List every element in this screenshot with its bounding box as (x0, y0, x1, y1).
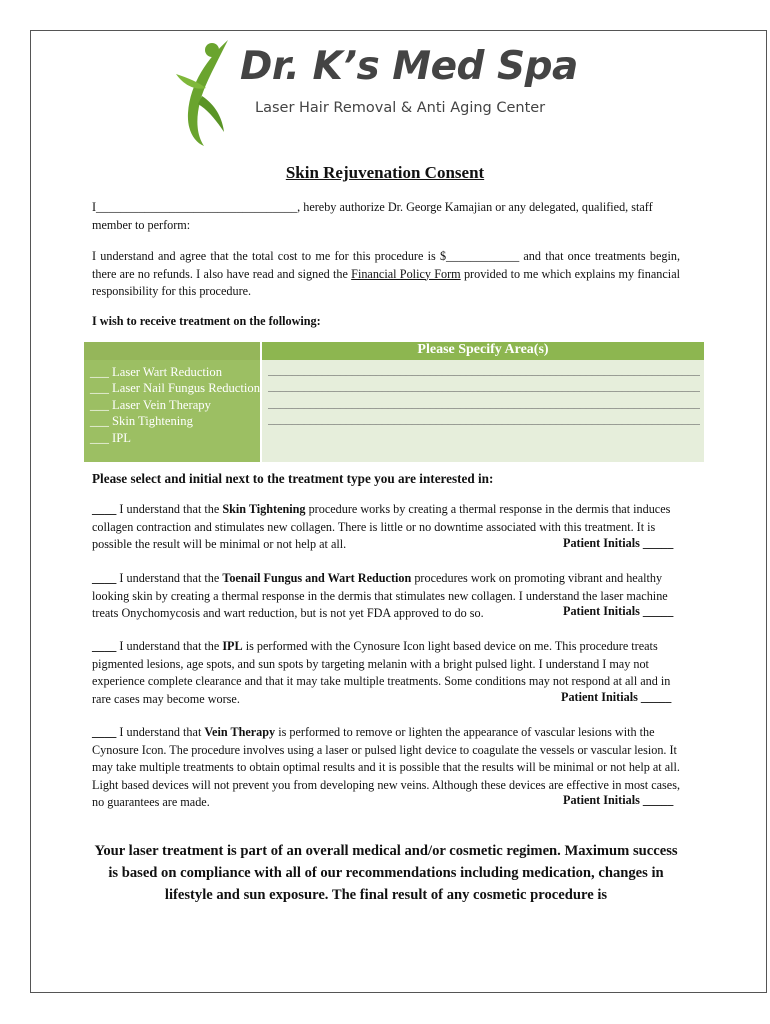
initial-blank[interactable]: ____ (92, 571, 117, 585)
consent-text: I understand that the (116, 571, 223, 585)
initial-blank[interactable]: ____ (92, 502, 117, 516)
select-heading: Please select and initial next to the treatment type you are interested in: (92, 471, 494, 486)
consent-text: is performed with the Cynosure Icon light based device on me. This procedure treats pigmented lesions, age spots, and sun spots by targeting melanin with a bright pulsed light. I understand I may not experience complete clearance and that it may take multiple treatments. Some conditions may not respond at all and in rare cases may become worse. (92, 639, 671, 706)
consent-text: procedure works by creating a thermal response in the dermis that induces collagen contraction and stimulates new collagen. There is little or no downtime associated with this treatment. It is possible the result will be minimal or not help at all. (92, 502, 671, 551)
consent-text: I understand that the (116, 502, 223, 516)
option-laser-wart[interactable]: ___ Laser Wart Reduction (90, 365, 223, 379)
logo-brand-text: Dr. K’s Med Spa (240, 44, 578, 89)
treatment-options-cell (84, 360, 261, 462)
treatment-heading: I wish to receive treatment on the following: (92, 314, 321, 328)
consent-text: procedures work on promoting vibrant and healthy looking skin by creating a thermal response in the dermis that stimulates new collagen. I understand the laser machine treats Onychomycosis and wart reduction, but is not yet FDA approved to do so. (92, 571, 668, 620)
consent-treatment-name: Skin Tightening (222, 502, 306, 516)
option-ipl[interactable]: ___ IPL (90, 430, 131, 445)
table-header-areas: Please Specify Area(s) (261, 342, 704, 360)
financial-policy-link: Financial Policy Form (351, 266, 461, 281)
table-header-blank (84, 342, 261, 360)
consent-treatment-name: IPL (222, 639, 243, 653)
patient-initials[interactable]: Patient Initials _____ (563, 793, 674, 807)
page-title: Skin Rejuvenation Consent (285, 163, 485, 182)
area-specify-cell (261, 360, 704, 462)
logo-tagline: Laser Hair Removal & Anti Aging Center (255, 100, 546, 116)
cost-text: I understand and agree that the total cost to me for this procedure is $____________ and that once treatments begin, there are no refunds. I also have read and signed the (92, 249, 680, 281)
consent-text: is performed to remove or lighten the appearance of vascular lesions with the Cynosure Icon. The procedure involves using a laser or pulsed light device to coagulate the vessels or vascular lesion. It may take multiple treatments to obtain optimal results and it is possible that the results will be minimal or not help at all. Light based devices will not prevent you from developing new veins. Although these devices are effective in most cases, no guarantees are made. (92, 725, 680, 809)
option-skin-tightening[interactable]: ___ Skin Tightening (90, 414, 193, 429)
patient-initials[interactable]: Patient Initials _____ (561, 690, 672, 704)
option-vein-therapy[interactable]: ___ Laser Vein Therapy (90, 397, 211, 412)
consent-text: I understand that the (116, 639, 223, 653)
authorization-line-2: member to perform: (92, 217, 191, 232)
area-blank-line[interactable]: ________________________________________________________________________ (268, 395, 700, 410)
med-spa-logo (168, 38, 606, 152)
closing-statement: Your laser treatment is part of an overall medical and/or cosmetic regimen. Maximum success is based on compliance with all of our recommendations including medication, changes in lifestyle and sun exposure. The final result of any cosmetic procedure is (94, 843, 678, 903)
initial-blank[interactable]: ____ (92, 639, 117, 653)
cost-paragraph (92, 248, 680, 301)
patient-initials[interactable]: Patient Initials _____ (563, 604, 674, 618)
area-blank-line[interactable]: ________________________________________________________________________ (268, 412, 700, 427)
treatment-areas-table (84, 342, 704, 462)
consent-treatment-name: Vein Therapy (204, 725, 276, 739)
option-nail-fungus[interactable]: ___ Laser Nail Fungus Reduction (90, 381, 260, 396)
authorization-paragraph (92, 199, 680, 234)
area-blank-line[interactable]: ________________________________________________________________________ (268, 379, 700, 394)
area-blank-line[interactable]: ________________________________________________________________________ (268, 363, 700, 377)
figure-leaf-icon (168, 38, 248, 148)
initial-blank[interactable]: ____ (92, 725, 117, 739)
patient-initials[interactable]: Patient Initials _____ (563, 536, 674, 550)
consent-text: I understand that (116, 725, 205, 739)
consent-treatment-name: Toenail Fungus and Wart Reduction (222, 571, 412, 585)
authorization-line: I_________________________________, hereby authorize Dr. George Kamajian or any delegated, qualified, staff (92, 200, 653, 214)
cost-text-end: provided to me which explains my financial responsibility for this procedure. (92, 266, 680, 298)
